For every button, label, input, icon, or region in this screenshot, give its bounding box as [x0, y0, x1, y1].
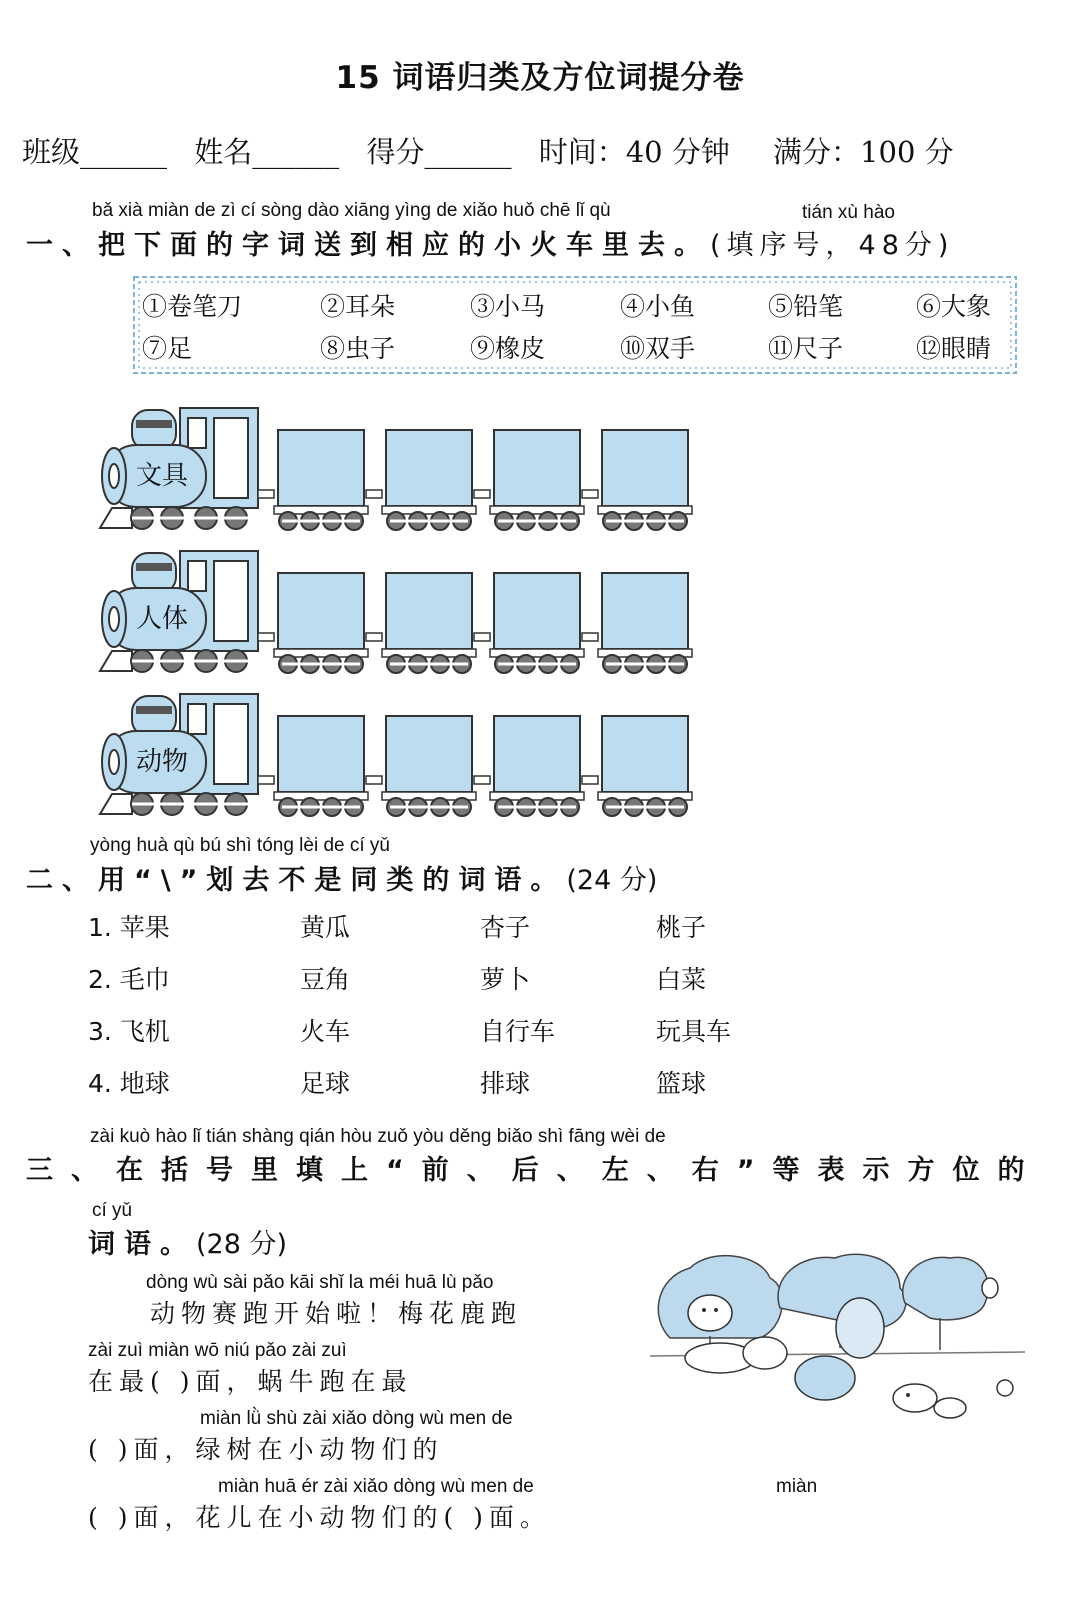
train-car[interactable]: [278, 430, 364, 506]
train-car[interactable]: [278, 716, 364, 792]
option-word[interactable]: 2. 毛巾: [88, 965, 170, 994]
deer-head: [688, 1295, 732, 1331]
option-word[interactable]: 火车: [300, 1017, 351, 1046]
option-word[interactable]: 杏子: [480, 913, 531, 942]
section3-points: (28 分): [196, 1229, 288, 1260]
option-word[interactable]: 白菜: [656, 965, 707, 994]
option-word[interactable]: 豆角: [300, 965, 351, 994]
option-word[interactable]: 4. 地球: [88, 1069, 170, 1098]
tree-3: [903, 1257, 988, 1320]
word-item: ⑪尺子: [768, 334, 844, 363]
engine-label: 文具: [136, 461, 189, 491]
option-word[interactable]: 桃子: [656, 913, 707, 942]
option-word[interactable]: 萝卜: [480, 965, 531, 994]
story-pinyin: miàn huā ér zài xiǎo dòng wù men de: [218, 1476, 534, 1497]
class-field[interactable]: 班级______: [22, 135, 168, 169]
section1-title: 一、把下面的字词送到相应的小火车里去。: [26, 230, 710, 261]
train-car[interactable]: [602, 716, 688, 792]
option-word[interactable]: 3. 飞机: [88, 1017, 170, 1046]
story-line[interactable]: 在最( )面，蜗牛跑在最: [88, 1367, 413, 1396]
animals-illustration: [650, 1248, 1030, 1452]
story-pinyin: miàn lǜ shù zài xiǎo dòng wù men de: [200, 1408, 513, 1429]
word-item: ⑤铅笔: [768, 292, 844, 321]
engine-label: 人体: [136, 604, 189, 634]
small-animal: [934, 1398, 966, 1418]
section1-heading: [26, 223, 954, 262]
section3-title: 三、在括号里填上“前、后、左、右”等表示方位的: [26, 1155, 1043, 1186]
option-word[interactable]: 篮球: [656, 1069, 707, 1098]
story-pinyin-extra: miàn: [776, 1476, 818, 1497]
section3-pinyin2: cí yǔ: [92, 1200, 133, 1221]
word-item: ③小马: [470, 292, 546, 321]
score-field[interactable]: 得分______: [366, 135, 512, 169]
option-word[interactable]: 自行车: [480, 1017, 556, 1046]
section2-heading: [26, 858, 657, 897]
word-item: ⑫眼睛: [916, 334, 992, 363]
sheep: [795, 1356, 855, 1400]
option-word[interactable]: 玩具车: [656, 1017, 732, 1046]
race-illustration: [650, 1248, 1030, 1448]
option-word[interactable]: 黄瓜: [300, 913, 351, 942]
word-item: ⑨橡皮: [470, 334, 546, 363]
story-line[interactable]: ( )面，绿树在小动物们的: [88, 1435, 444, 1464]
section1-points: (填序号，48分): [710, 230, 955, 261]
train-car[interactable]: [494, 573, 580, 649]
trains-illustration: [92, 400, 712, 820]
train-car[interactable]: [602, 573, 688, 649]
word-bank-box: [132, 275, 1018, 375]
word-item: ⑥大象: [916, 292, 992, 321]
train-car[interactable]: [386, 716, 472, 792]
info-line: [22, 130, 972, 171]
full-score-label: 满分：100 分: [773, 135, 954, 169]
section2-points: (24 分): [566, 865, 658, 896]
section3-heading: [26, 1148, 1043, 1187]
word-item: ①卷笔刀: [142, 292, 243, 321]
option-word[interactable]: 排球: [480, 1069, 531, 1098]
train: [100, 551, 692, 673]
section1-pinyin-points: tián xù hào: [802, 202, 895, 223]
section2-pinyin: yòng huà qù bú shì tóng lèi de cí yǔ: [90, 835, 390, 856]
bird: [982, 1278, 998, 1298]
mouse: [893, 1384, 937, 1412]
word-item: ⑧虫子: [320, 334, 396, 363]
train-car[interactable]: [494, 430, 580, 506]
section1-pinyin: bǎ xià miàn de zì cí sòng dào xiāng yìng de xiǎo huǒ chē lǐ qù: [92, 200, 611, 221]
section3-title2: 词语。: [88, 1229, 196, 1260]
name-field[interactable]: 姓名______: [194, 135, 340, 169]
train-car[interactable]: [386, 430, 472, 506]
section3-pinyin: zài kuò hào lǐ tián shàng qián hòu zuǒ yòu děng biǎo shì fāng wèi de: [90, 1126, 666, 1147]
train: [100, 408, 692, 530]
train-area: [92, 400, 712, 824]
train-car[interactable]: [278, 573, 364, 649]
story-pinyin: dòng wù sài pǎo kāi shǐ la méi huā lù pǎo: [146, 1272, 494, 1293]
engine-label: 动物: [136, 747, 189, 777]
word-item: ⑩双手: [620, 334, 696, 363]
option-word[interactable]: 1. 苹果: [88, 913, 170, 942]
word-bank-border: [132, 275, 1018, 375]
option-word[interactable]: 足球: [300, 1069, 351, 1098]
snail: [997, 1380, 1013, 1396]
section3-heading-2: [88, 1222, 287, 1261]
train: [100, 694, 692, 816]
time-label: 时间：40 分钟: [538, 135, 730, 169]
story-pinyin: zài zuì miàn wō niú pǎo zài zuì: [88, 1340, 347, 1361]
train-car[interactable]: [602, 430, 688, 506]
section2-title: 二、用“\”划去不是同类的词语。: [26, 865, 567, 896]
story-line[interactable]: ( )面，花儿在小动物们的( )面。: [88, 1503, 551, 1532]
word-item: ⑦足: [142, 334, 193, 363]
train-car[interactable]: [386, 573, 472, 649]
story-line[interactable]: 动物赛跑开始啦！梅花鹿跑: [150, 1299, 523, 1328]
peacock: [836, 1298, 884, 1358]
word-item: ②耳朵: [320, 292, 396, 321]
train-car[interactable]: [494, 716, 580, 792]
page-title: 15 词语归类及方位词提分卷: [335, 60, 745, 96]
word-item: ④小鱼: [620, 292, 696, 321]
horse: [743, 1337, 787, 1369]
